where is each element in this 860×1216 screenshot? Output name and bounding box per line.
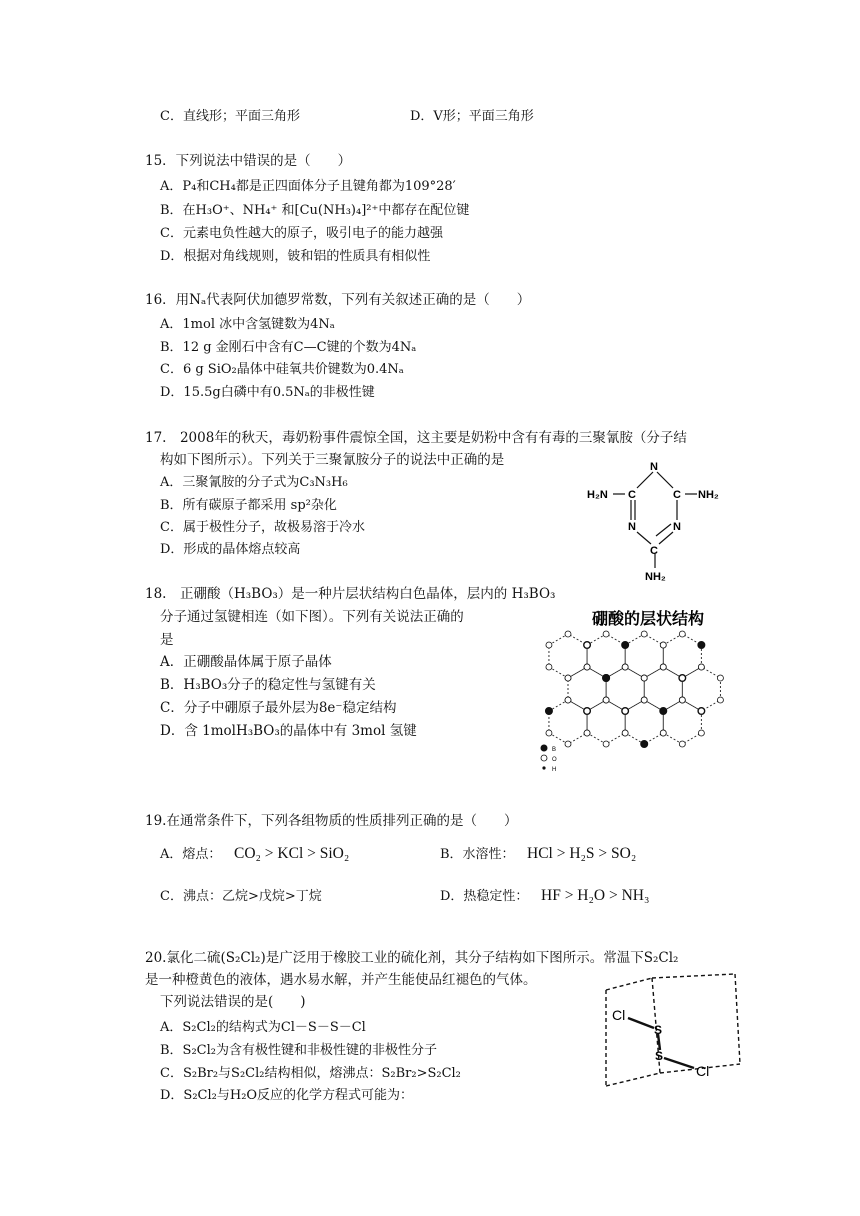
oxygen-atom	[679, 675, 685, 681]
option-d-top: D．V形；平面三角形	[410, 109, 534, 124]
oxygen-atom	[717, 697, 723, 703]
lattice-ring	[587, 634, 625, 678]
legend-b-label: B	[552, 747, 557, 753]
legend-o-label: O	[552, 757, 557, 763]
q19-option-d-expr: HF > H₂O > NH₃	[541, 887, 650, 904]
oxygen-atom	[679, 631, 685, 637]
oxygen-atom	[622, 730, 628, 736]
oxygen-atom	[584, 708, 590, 714]
lattice-ring	[549, 634, 587, 678]
q18-option-c: C．分子中硼原子最外层为8e⁻稳定结构	[160, 700, 397, 716]
melamine-nh2-bottom: NH₂	[645, 571, 666, 583]
q18-option-b: B．H₃BO₃分子的稳定性与氢键有关	[160, 677, 376, 693]
legend-h-marker	[542, 766, 545, 769]
oxygen-atom	[603, 741, 609, 747]
q18-stem-line3: 是	[160, 632, 174, 648]
boron-atom	[698, 641, 705, 648]
boron-atom	[545, 707, 552, 714]
q15-option-d: D．根据对角线规则，铍和铝的性质具有相似性	[160, 249, 431, 264]
q19-option-a-label: A．熔点：	[160, 847, 222, 862]
lattice-ring	[663, 634, 701, 678]
q15-option-b: B．在H₃O⁺、NH₄⁺ 和[Cu(NH₃)₄]²⁺中都存在配位键	[160, 203, 470, 218]
oxygen-atom	[584, 730, 590, 736]
s2cl2-s-top: S	[654, 1023, 663, 1037]
oxygen-atom	[660, 664, 666, 670]
lattice-ring	[663, 700, 701, 744]
boron-atom	[622, 641, 629, 648]
oxygen-atom	[641, 697, 647, 703]
oxygen-atom	[641, 675, 647, 681]
q19-option-d-label: D．热稳定性：	[440, 889, 529, 904]
oxygen-atom	[546, 642, 552, 648]
legend-h-label: H	[552, 767, 557, 773]
melamine-structure-figure	[585, 458, 725, 586]
oxygen-atom	[622, 664, 628, 670]
q16-option-d: D．15.5g白磷中有0.5Nₐ的非极性键	[160, 385, 375, 400]
q20-option-d: D．S₂Cl₂与H₂O反应的化学方程式可能为：	[160, 1088, 414, 1103]
q20-stem-line1: 20.氯化二硫(S₂Cl₂)是广泛用于橡胶工业的硫化剂，其分子结构如下图所示。常温下S₂Cl₂	[145, 950, 679, 966]
option-c-top: C．直线形；平面三角形	[160, 109, 300, 124]
oxygen-atom	[717, 675, 723, 681]
melamine-c-right: C	[673, 489, 681, 501]
oxygen-atom	[698, 730, 704, 736]
oxygen-atom	[679, 697, 685, 703]
boric-acid-layer-figure	[530, 600, 755, 785]
q17-option-a: A．三聚氰胺的分子式为C₃N₃H₆	[160, 475, 348, 490]
q16-option-b: B．12 g 金刚石中含有C—C键的个数为4Nₐ	[160, 340, 417, 355]
q19-option-a-expr: CO₂ > KCl > SiO₂	[234, 845, 350, 862]
oxygen-atom	[565, 631, 571, 637]
oxygen-atom	[603, 631, 609, 637]
oxygen-atom	[679, 741, 685, 747]
q17-option-b: B．所有碳原子都采用 sp²杂化	[160, 498, 337, 513]
q16-option-a: A．1mol 冰中含氢键数为4Nₐ	[160, 317, 335, 332]
boron-atom	[641, 740, 648, 747]
oxygen-atom	[565, 741, 571, 747]
oxygen-atom	[565, 697, 571, 703]
q17-stem-line1: 17. 2008年的秋天，毒奶粉事件震惊全国，这主要是奶粉中含有有毒的三聚氰胺（分子结	[145, 430, 687, 446]
boric-acid-lattice	[545, 631, 723, 748]
q18-stem-line2: 分子通过氢键相连（如下图）。下列有关说法正确的	[160, 609, 464, 625]
lattice-ring	[587, 700, 625, 744]
oxygen-atom	[546, 664, 552, 670]
q17-option-c: C．属于极性分子，故极易溶于冷水	[160, 520, 365, 535]
s2cl2-cl-right: Cl	[696, 1063, 710, 1079]
q20-option-b: B．S₂Cl₂为含有极性键和非极性键的非极性分子	[160, 1043, 437, 1058]
q20-stem-line2: 是一种橙黄色的液体，遇水易水解，并产生能使品红褪色的气体。	[145, 972, 537, 988]
s2cl2-structure-figure	[600, 968, 750, 1098]
melamine-n-left: N	[628, 521, 636, 533]
lattice-ring	[568, 667, 606, 711]
melamine-n-right: N	[673, 521, 681, 533]
melamine-nh2-right: NH₂	[698, 489, 719, 501]
q15-stem: 15．下列说法中错误的是（ ）	[145, 153, 352, 169]
q20-stem-line3: 下列说法错误的是( )	[160, 994, 306, 1010]
q19-option-b-label: B．水溶性：	[440, 847, 515, 862]
q16-option-c: C．6 g SiO₂晶体中硅氧共价键数为0.4Nₐ	[160, 362, 404, 377]
oxygen-atom	[584, 642, 590, 648]
melamine-c-bottom: C	[650, 545, 658, 557]
boron-atom	[660, 707, 667, 714]
q16-stem: 16．用Nₐ代表阿伏加德罗常数，下列有关叙述正确的是（ ）	[145, 292, 531, 308]
oxygen-atom	[660, 642, 666, 648]
oxygen-atom	[546, 730, 552, 736]
melamine-n-top: N	[650, 461, 658, 473]
q17-stem-line2: 构如下图所示）。下列关于三聚氰胺分子的说法中正确的是	[160, 452, 505, 468]
q18-option-d: D．含 1molH₃BO₃的晶体中有 3mol 氢键	[160, 723, 417, 739]
q20-option-c: C．S₂Br₂与S₂Cl₂结构相似，熔沸点：S₂Br₂>S₂Cl₂	[160, 1066, 461, 1081]
q19-option-b-expr: HCl > H₂S > SO₂	[527, 845, 637, 862]
oxygen-atom	[603, 697, 609, 703]
q19-option-c: C．沸点：乙烷>戊烷>丁烷	[160, 889, 322, 904]
oxygen-atom	[698, 708, 704, 714]
q15-option-c: C．元素电负性越大的原子，吸引电子的能力越强	[160, 226, 443, 241]
melamine-h2n-left: H₂N	[587, 489, 608, 501]
q17-option-d: D．形成的晶体熔点较高	[160, 542, 301, 557]
oxygen-atom	[641, 631, 647, 637]
lattice-ring	[625, 700, 663, 744]
s2cl2-cl-left: Cl	[612, 1007, 626, 1023]
s2cl2-s-bottom: S	[655, 1049, 664, 1063]
lattice-ring	[625, 634, 663, 678]
lattice-ring	[682, 667, 720, 711]
lattice-ring	[644, 667, 682, 711]
oxygen-atom	[584, 664, 590, 670]
lattice-ring	[606, 667, 644, 711]
boric-acid-figure-title: 硼酸的层状结构	[592, 611, 705, 628]
q20-option-a: A．S₂Cl₂的结构式为Cl－S－S－Cl	[160, 1020, 366, 1035]
melamine-c-left: C	[628, 489, 636, 501]
oxygen-atom	[660, 730, 666, 736]
q18-option-a: A．正硼酸晶体属于原子晶体	[160, 654, 332, 670]
q18-stem-line1: 18. 正硼酸（H₃BO₃）是一种片层状结构白色晶体，层内的 H₃BO₃	[145, 586, 556, 602]
oxygen-atom	[565, 675, 571, 681]
legend-o-marker	[541, 755, 547, 761]
legend-b-marker	[541, 745, 548, 752]
oxygen-atom	[622, 708, 628, 714]
q19-stem: 19.在通常条件下，下列各组物质的性质排列正确的是（ ）	[145, 813, 518, 829]
oxygen-atom	[698, 664, 704, 670]
boron-atom	[603, 674, 610, 681]
q15-option-a: A．P₄和CH₄都是正四面体分子且键角都为109°28′	[160, 179, 456, 194]
lattice-ring	[549, 700, 587, 744]
